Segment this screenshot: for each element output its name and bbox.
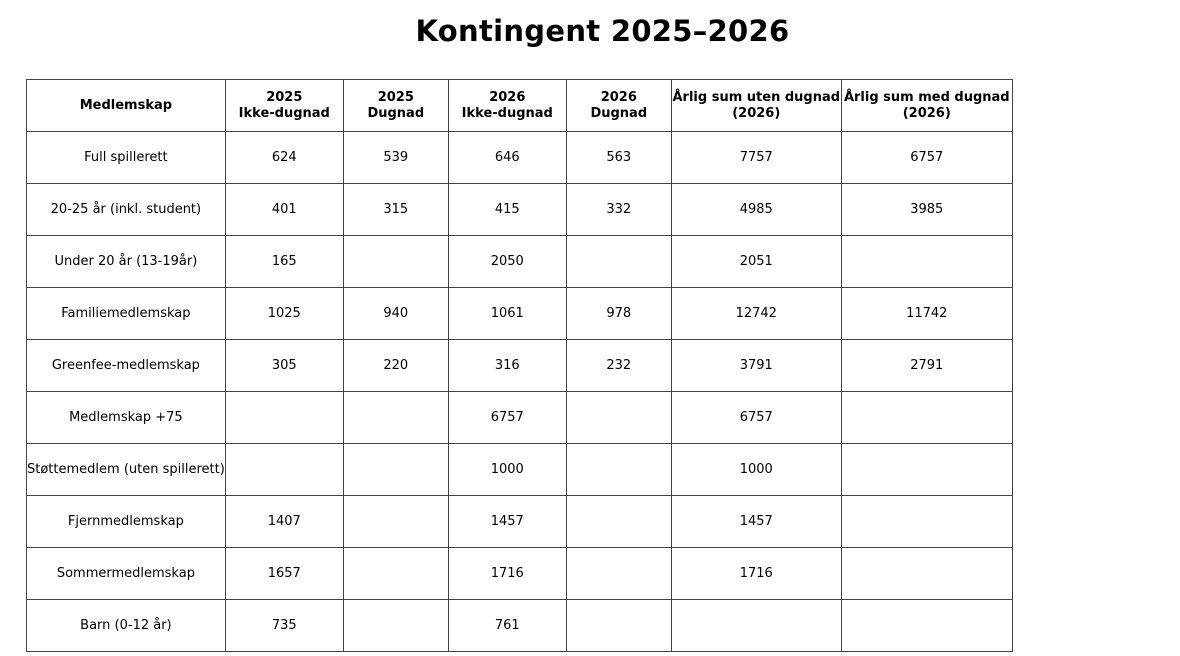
cell-2025-ikke-dugnad [225,392,343,444]
cell-arlig-uten-dugnad: 6757 [671,392,841,444]
cell-2025-ikke-dugnad: 305 [225,340,343,392]
cell-2025-dugnad [343,548,448,600]
cell-2026-dugnad: 232 [566,340,671,392]
header-2026-dugnad: 2026 Dugnad [566,80,671,132]
cell-2025-dugnad: 220 [343,340,448,392]
cell-arlig-med-dugnad: 2791 [841,340,1012,392]
cell-2025-ikke-dugnad: 735 [225,600,343,652]
cell-2025-ikke-dugnad: 1657 [225,548,343,600]
cell-membership: Under 20 år (13-19år) [27,236,226,288]
page-title: Kontingent 2025–2026 [415,14,790,48]
table-row [27,236,1013,288]
header-2025-ikke-dugnad: 2025 Ikke-dugnad [225,80,343,132]
table-row [27,444,1013,496]
cell-2026-ikke-dugnad: 1061 [448,288,566,340]
cell-2025-ikke-dugnad [225,444,343,496]
cell-2025-ikke-dugnad: 401 [225,184,343,236]
cell-2025-ikke-dugnad: 1407 [225,496,343,548]
cell-2026-ikke-dugnad: 761 [448,600,566,652]
table-row [27,548,1013,600]
cell-2025-dugnad: 940 [343,288,448,340]
cell-2026-dugnad: 563 [566,132,671,184]
cell-arlig-uten-dugnad: 12742 [671,288,841,340]
cell-arlig-med-dugnad [841,392,1012,444]
cell-2026-ikke-dugnad: 2050 [448,236,566,288]
cell-arlig-med-dugnad [841,496,1012,548]
cell-2025-dugnad [343,444,448,496]
cell-arlig-uten-dugnad: 7757 [671,132,841,184]
cell-arlig-med-dugnad [841,548,1012,600]
cell-2026-ikke-dugnad: 415 [448,184,566,236]
cell-membership: Full spillerett [27,132,226,184]
table-row [27,184,1013,236]
cell-2025-ikke-dugnad: 624 [225,132,343,184]
cell-2026-ikke-dugnad: 1457 [448,496,566,548]
header-arlig-uten-dugnad: Årlig sum uten dugnad (2026) [671,80,841,132]
header-row [27,80,1013,132]
table-row [27,132,1013,184]
header-2025-dugnad: 2025 Dugnad [343,80,448,132]
cell-arlig-med-dugnad: 3985 [841,184,1012,236]
cell-2026-dugnad [566,444,671,496]
cell-membership: 20-25 år (inkl. student) [27,184,226,236]
cell-2026-ikke-dugnad: 1000 [448,444,566,496]
cell-membership: Barn (0-12 år) [27,600,226,652]
cell-membership: Sommermedlemskap [27,548,226,600]
fee-table [26,79,1013,652]
cell-arlig-uten-dugnad: 1000 [671,444,841,496]
cell-2025-dugnad [343,236,448,288]
header-2026-ikke-dugnad: 2026 Ikke-dugnad [448,80,566,132]
cell-membership: Fjernmedlemskap [27,496,226,548]
header-arlig-med-dugnad: Årlig sum med dugnad (2026) [841,80,1012,132]
cell-2026-ikke-dugnad: 646 [448,132,566,184]
table-row [27,340,1013,392]
cell-arlig-uten-dugnad: 4985 [671,184,841,236]
cell-arlig-med-dugnad [841,236,1012,288]
table-row [27,600,1013,652]
cell-2026-dugnad [566,548,671,600]
table-row [27,392,1013,444]
cell-membership: Greenfee-medlemskap [27,340,226,392]
cell-arlig-med-dugnad: 11742 [841,288,1012,340]
cell-2026-dugnad [566,496,671,548]
cell-arlig-uten-dugnad: 3791 [671,340,841,392]
cell-arlig-uten-dugnad: 1716 [671,548,841,600]
table-row [27,288,1013,340]
cell-2026-dugnad [566,236,671,288]
cell-2026-ikke-dugnad: 6757 [448,392,566,444]
cell-2026-dugnad: 332 [566,184,671,236]
cell-arlig-uten-dugnad: 1457 [671,496,841,548]
cell-arlig-med-dugnad [841,444,1012,496]
cell-2026-dugnad: 978 [566,288,671,340]
cell-2025-dugnad [343,496,448,548]
cell-2025-ikke-dugnad: 1025 [225,288,343,340]
cell-arlig-med-dugnad [841,600,1012,652]
cell-2025-dugnad: 539 [343,132,448,184]
cell-2025-dugnad: 315 [343,184,448,236]
cell-2026-dugnad [566,392,671,444]
cell-2025-ikke-dugnad: 165 [225,236,343,288]
cell-2026-ikke-dugnad: 316 [448,340,566,392]
cell-2025-dugnad [343,600,448,652]
cell-arlig-uten-dugnad: 2051 [671,236,841,288]
cell-2026-dugnad [566,600,671,652]
cell-2025-dugnad [343,392,448,444]
cell-arlig-med-dugnad: 6757 [841,132,1012,184]
cell-2026-ikke-dugnad: 1716 [448,548,566,600]
header-medlemskap: Medlemskap [27,80,226,132]
cell-arlig-uten-dugnad [671,600,841,652]
table-row [27,496,1013,548]
cell-membership: Støttemedlem (uten spillerett) [27,444,226,496]
cell-membership: Familiemedlemskap [27,288,226,340]
cell-membership: Medlemskap +75 [27,392,226,444]
